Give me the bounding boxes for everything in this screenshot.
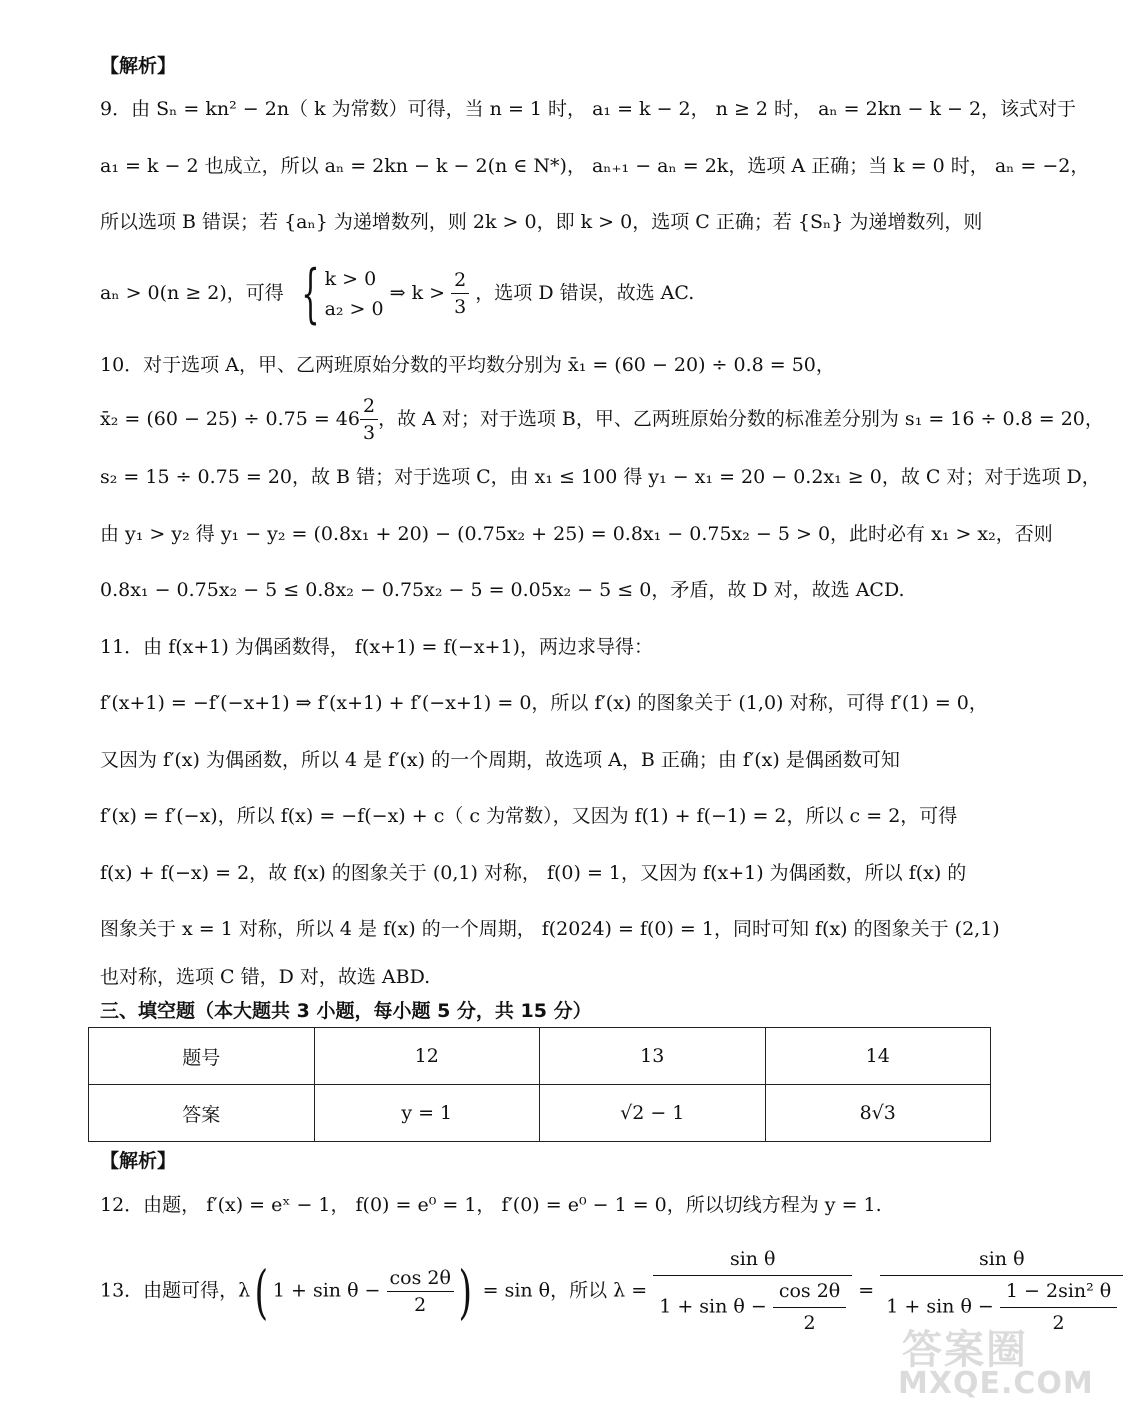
q9-fraction bbox=[451, 271, 469, 317]
watermark-logo bbox=[890, 1318, 1094, 1408]
q13-fraction-2 bbox=[653, 1250, 852, 1333]
right-paren-icon: ) bbox=[458, 1257, 473, 1326]
q9-system-row-2: a₂ > 0 bbox=[324, 298, 384, 320]
q10-line-2-post: ，故 A 对；对于选项 B，甲、乙两班原始分数的标准差分别为 s₁ = 16 ÷ 0.8 = 20， bbox=[378, 408, 1104, 430]
watermark-bottom-text: MXQE.COM bbox=[898, 1366, 1094, 1401]
q13-fraction-1-den: 2 bbox=[414, 1293, 427, 1316]
table-row bbox=[89, 1085, 991, 1142]
q10-line-2 bbox=[100, 397, 1104, 443]
q10-fraction-den: 3 bbox=[363, 422, 376, 444]
q13-fraction-2-inner bbox=[773, 1282, 846, 1333]
table-cell: 题号 bbox=[89, 1028, 315, 1085]
left-paren-icon: ( bbox=[254, 1257, 269, 1326]
q9-system bbox=[290, 257, 384, 331]
q13-fraction-3-num: sin θ bbox=[880, 1250, 1123, 1276]
q9-line-4 bbox=[100, 257, 695, 331]
q11-line-5: f(x) + f(−x) = 2，故 f(x) 的图象关于 (0,1) 对称， f(0) = 1，又因为 f(x+1) 为偶函数，所以 f(x) 的 bbox=[100, 862, 967, 884]
q13-fraction-1-num: cos 2θ bbox=[387, 1269, 454, 1292]
q10-fraction-num: 2 bbox=[360, 397, 378, 420]
q13-fraction-3-den-pre: 1 + sin θ − bbox=[886, 1295, 994, 1318]
q10-line-2-pre: x̄₂ = (60 − 25) ÷ 0.75 = 46 bbox=[100, 408, 360, 430]
q13-fraction-2-inner-den: 2 bbox=[803, 1312, 816, 1334]
q9-line-4-pre: aₙ > 0(n ≥ 2)，可得 bbox=[100, 282, 284, 304]
q9-line-4-mid: ⇒ k > bbox=[389, 282, 446, 304]
table-cell: 12 bbox=[314, 1028, 540, 1085]
section-title: 三、填空题（本大题共 3 小题，每小题 5 分，共 15 分） bbox=[100, 1000, 592, 1022]
q11-line-7: 也对称，选项 C 错，D 对，故选 ABD. bbox=[100, 966, 431, 988]
q13-equals: = bbox=[858, 1279, 875, 1302]
analysis-header: 【解析】 bbox=[100, 1150, 177, 1172]
table-cell: √2 − 1 bbox=[540, 1085, 766, 1142]
brace-icon: { bbox=[301, 257, 320, 331]
q13-fraction-1 bbox=[387, 1266, 454, 1316]
table-cell: 8√3 bbox=[765, 1085, 991, 1142]
q13-fraction-3-inner-den: 2 bbox=[1052, 1312, 1065, 1334]
q10-line-4: 由 y₁ > y₂ 得 y₁ − y₂ = (0.8x₁ + 20) − (0.75x₂ + 25) = 0.8x₁ − 0.75x₂ − 5 > 0，此时必有 x₁ > x₂，否则 bbox=[100, 523, 1053, 545]
q11-line-1: 11．由 f(x+1) 为偶函数得， f(x+1) = f(−x+1)，两边求导得： bbox=[100, 636, 653, 658]
q9-line-3: 所以选项 B 错误；若 {aₙ} 为递增数列，则 2k > 0，即 k > 0，选项 C 正确；若 {Sₙ} 为递增数列，则 bbox=[100, 211, 983, 233]
q9-system-row-1: k > 0 bbox=[324, 267, 377, 290]
q9-line-1: 9．由 Sₙ = kn² − 2n（ k 为常数）可得，当 n = 1 时， a₁ = k − 2， n ≥ 2 时， aₙ = 2kn − k − 2，该式对于 bbox=[100, 98, 1077, 120]
q11-line-6: 图象关于 x = 1 对称，所以 4 是 f(x) 的一个周期， f(2024) = f(0) = 1，同时可知 f(x) 的图象关于 (2,1) bbox=[100, 918, 1000, 940]
q9-fraction-den: 3 bbox=[454, 296, 467, 318]
q9-fraction-num: 2 bbox=[451, 271, 469, 294]
q12-line-1: 12．由题， f′(x) = eˣ − 1， f(0) = e⁰ = 1， f′(0) = e⁰ − 1 = 0，所以切线方程为 y = 1. bbox=[100, 1194, 882, 1216]
watermark-top-text: 答案圈 bbox=[902, 1326, 1028, 1373]
q13-pre: 13．由题可得，λ bbox=[100, 1279, 251, 1302]
table-cell: y = 1 bbox=[314, 1085, 540, 1142]
q11-line-4: f′(x) = f′(−x)，所以 f(x) = −f(−x) + c（ c 为常数），又因为 f(1) + f(−1) = 2，所以 c = 2，可得 bbox=[100, 805, 958, 827]
q13-fraction-3-inner-num: 1 − 2sin² θ bbox=[1000, 1282, 1117, 1308]
q13-inner: 1 + sin θ − bbox=[272, 1279, 381, 1302]
q13-fraction-2-num: sin θ bbox=[653, 1250, 852, 1276]
q13-mid: = sin θ，所以 λ = bbox=[482, 1279, 648, 1302]
table-cell: 答案 bbox=[89, 1085, 315, 1142]
q13-fraction-2-den-pre: 1 + sin θ − bbox=[659, 1295, 767, 1318]
q10-line-1: 10．对于选项 A，甲、乙两班原始分数的平均数分别为 x̄₁ = (60 − 20) ÷ 0.8 = 50， bbox=[100, 354, 835, 376]
table-cell: 13 bbox=[540, 1028, 766, 1085]
q10-line-5: 0.8x₁ − 0.75x₂ − 5 ≤ 0.8x₂ − 0.75x₂ − 5 = 0.05x₂ − 5 ≤ 0，矛盾，故 D 对，故选 ACD. bbox=[100, 579, 905, 601]
q11-line-3: 又因为 f′(x) 为偶函数，所以 4 是 f′(x) 的一个周期，故选项 A，B 正确；由 f′(x) 是偶函数可知 bbox=[100, 749, 900, 771]
q10-fraction bbox=[360, 397, 378, 443]
answer-table bbox=[88, 1027, 991, 1142]
q9-line-2: a₁ = k − 2 也成立，所以 aₙ = 2kn − k − 2(n ∈ N*)， aₙ₊₁ − aₙ = 2k，选项 A 正确；当 k = 0 时， aₙ = −2， bbox=[100, 155, 1090, 177]
q10-line-3: s₂ = 15 ÷ 0.75 = 20，故 B 错；对于选项 C，由 x₁ ≤ 100 得 y₁ − x₁ = 20 − 0.2x₁ ≥ 0，故 C 对；对于选项 D， bbox=[100, 466, 1101, 488]
q9-line-4-post: ，选项 D 错误，故选 AC. bbox=[475, 282, 695, 304]
analysis-header: 【解析】 bbox=[100, 55, 177, 77]
q11-line-2: f′(x+1) = −f′(−x+1) ⇒ f′(x+1) + f′(−x+1) = 0，所以 f′(x) 的图象关于 (1,0) 对称，可得 f′(1) = 0， bbox=[100, 692, 988, 714]
table-row bbox=[89, 1028, 991, 1085]
q13-fraction-2-inner-num: cos 2θ bbox=[773, 1282, 846, 1308]
table-cell: 14 bbox=[765, 1028, 991, 1085]
